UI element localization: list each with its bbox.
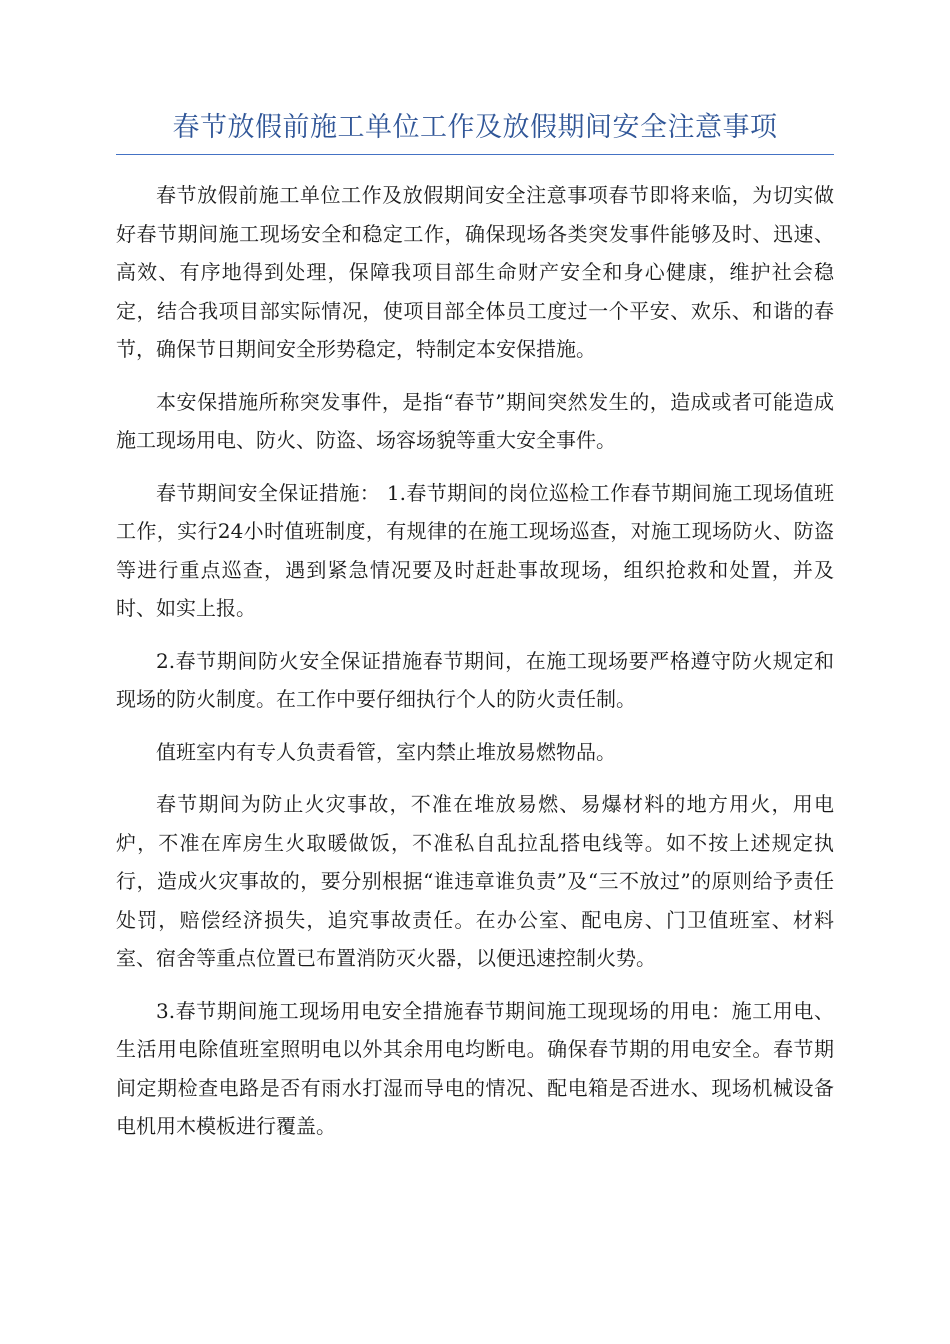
paragraph-fire-prevention: 春节期间为防止火灾事故，不准在堆放易燃、易爆材料的地方用火，用电炉，不准在库房生火取暖做饭，不准私自乱拉乱搭电线等。如不按上述规定执行，造成火灾事故的，要分别根据“谁违章谁负责”及“三不放过”的原则给予责任处罚，赔偿经济损失，追究事故责任。在办公室、配电房、门卫值班室、材料室、宿舍等重点位置已布置消防灭火器，以便迅速控制火势。 [116,792,834,970]
paragraph-patrol-measures: 春节期间安全保证措施： 1.春节期间的岗位巡检工作春节期间施工现场值班工作，实行24小时值班制度，有规律的在施工现场巡查，对施工现场防火、防盗等进行重点巡查，遇到紧急情况要及时赶赴事故现场，组织抢救和处置，并及时、如实上报。 [116,480,834,620]
paragraph-definition: 本安保措施所称突发事件，是指“春节”期间突然发生的，造成或者可能造成施工现场用电、防火、防盗、场容场貌等重大安全事件。 [116,389,834,452]
paragraph-fire-safety: 2.春节期间防火安全保证措施春节期间，在施工现场要严格遵守防火规定和现场的防火制度。在工作中要仔细执行个人的防火责任制。 [116,648,834,711]
paragraph-electricity-safety: 3.春节期间施工现场用电安全措施春节期间施工现现场的用电：施工用电、生活用电除值班室照明电以外其余用电均断电。确保春节期的用电安全。春节期间定期检查电路是否有雨水打湿而导电的情况、配电箱是否进水、现场机械设备电机用木模板进行覆盖。 [116,998,834,1138]
paragraph-duty-room: 值班室内有专人负责看管，室内禁止堆放易燃物品。 [156,739,616,764]
paragraph-intro: 春节放假前施工单位工作及放假期间安全注意事项春节即将来临，为切实做好春节期间施工现场安全和稳定工作，确保现场各类突发事件能够及时、迅速、高效、有序地得到处理，保障我项目部生命财产安全和身心健康，维护社会稳定，结合我项目部实际情况，使项目部全体员工度过一个平安、欢乐、和谐的春节，确保节日期间安全形势稳定，特制定本安保措施。 [116,183,834,361]
document-title: 春节放假前施工单位工作及放假期间安全注意事项 [172,112,778,143]
title-underline [116,154,834,155]
document-body [116,176,834,1160]
